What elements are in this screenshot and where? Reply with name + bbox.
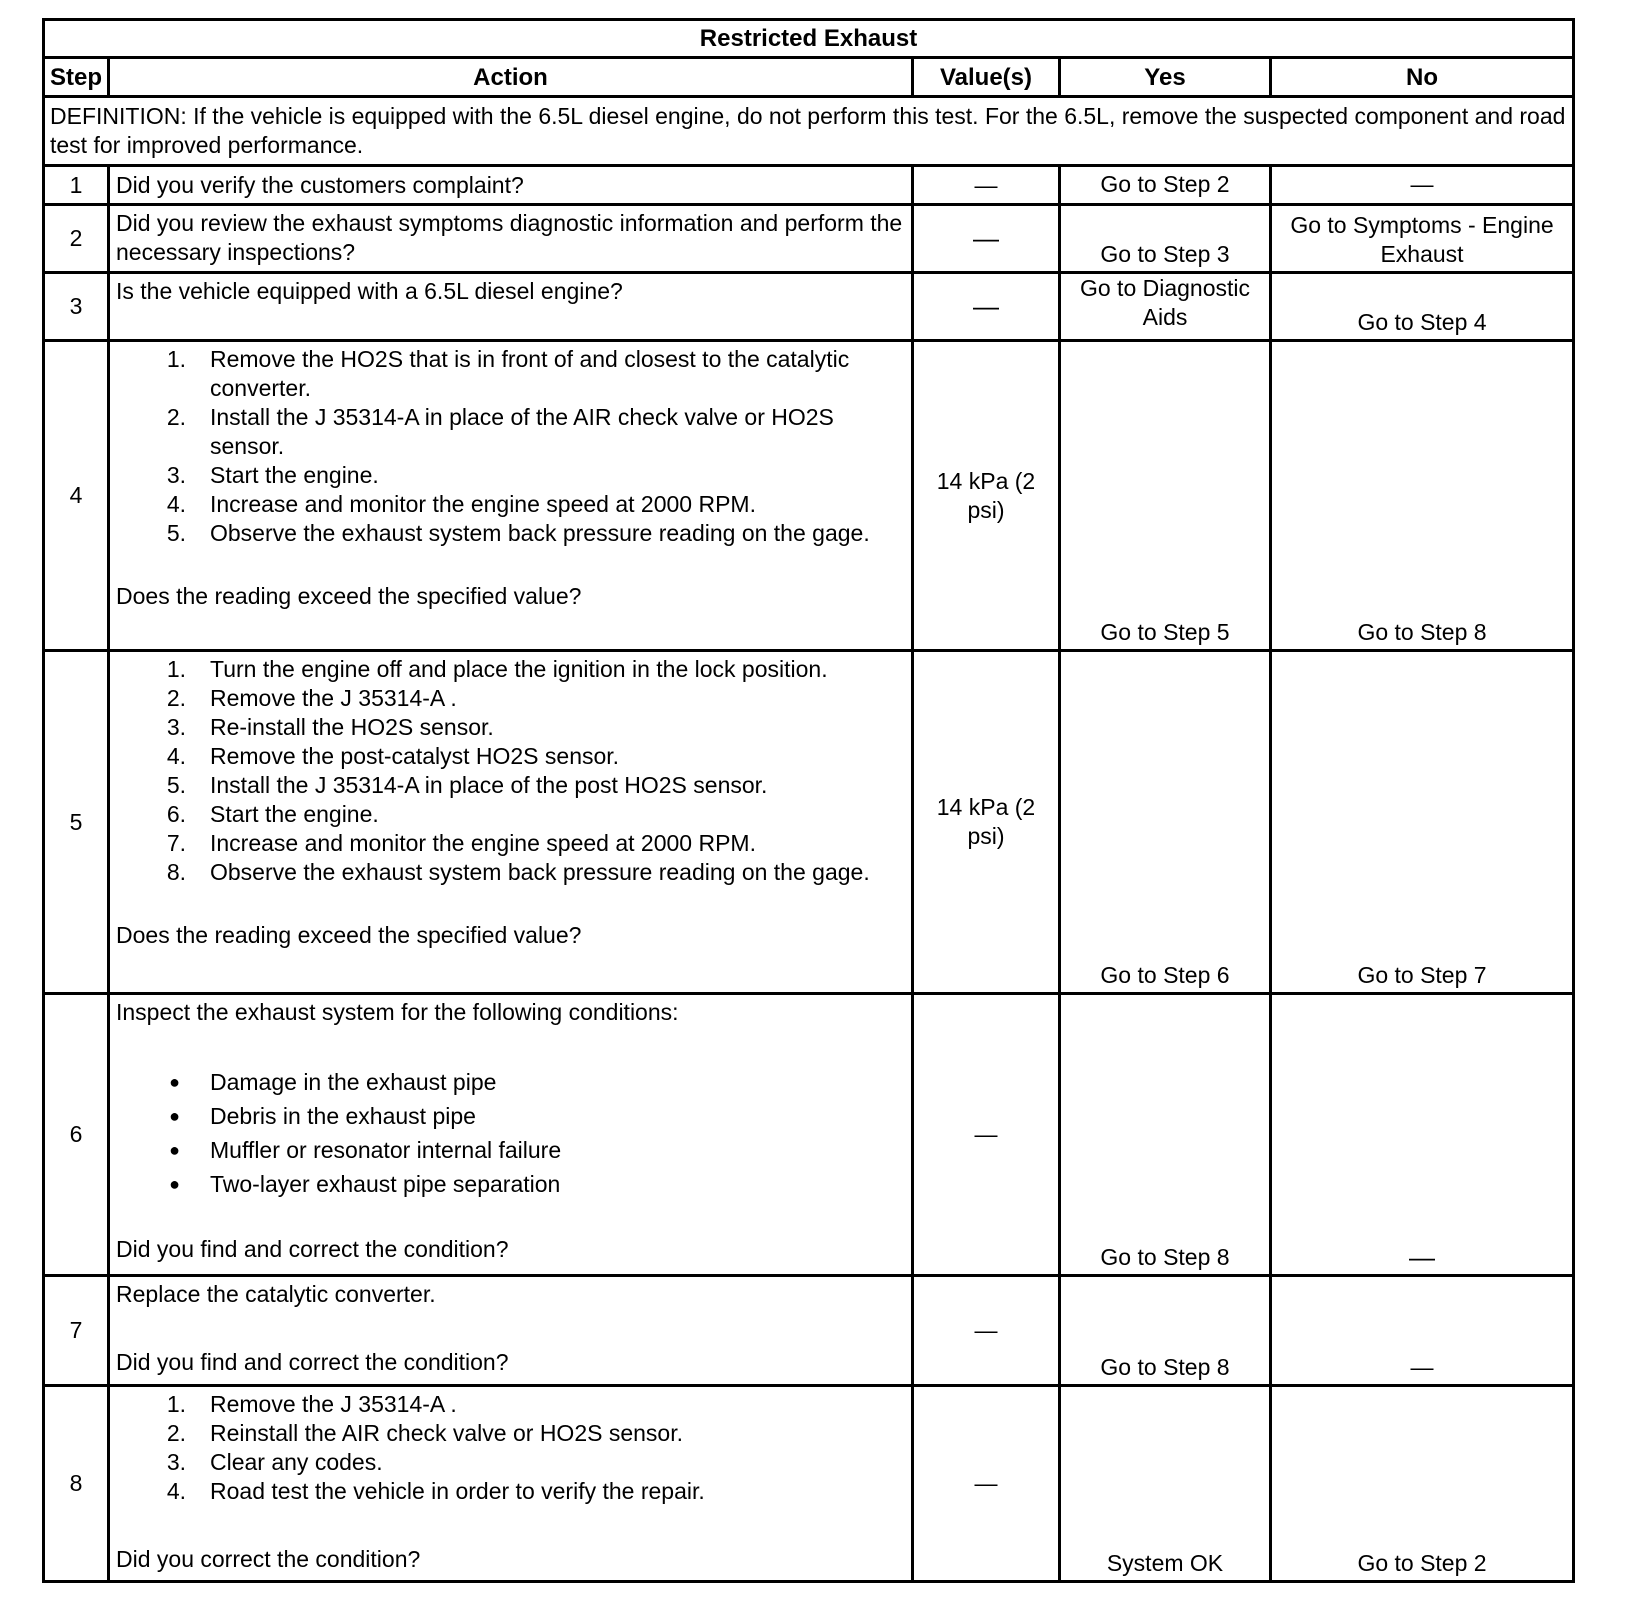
list-item: 3. Re-install the HO2S sensor. [166, 714, 494, 740]
value-cell: — [913, 1276, 1060, 1386]
header-action: Action [109, 58, 913, 97]
list-item: 2. Remove the J 35314-A . [166, 685, 457, 711]
list-item: ● Muffler or resonator internal failure [169, 1137, 562, 1163]
step-number: 8 [44, 1386, 109, 1582]
table-row [44, 994, 1574, 1276]
list-item: 8. Observe the exhaust system back pressure reading on the gage. [166, 859, 870, 885]
action-cell [109, 994, 913, 1276]
no-cell: Go to Step 7 [1271, 651, 1574, 994]
table-row [44, 651, 1574, 994]
intro-text: Inspect the exhaust system for the following conditions: [116, 999, 679, 1025]
yes-cell: System OK [1060, 1386, 1271, 1582]
list-item: 4. Remove the post-catalyst HO2S sensor. [166, 743, 620, 769]
header-step: Step [44, 58, 109, 97]
yes-cell: Go to Diagnostic Aids [1060, 273, 1271, 341]
list-item: 6. Start the engine. [166, 801, 379, 827]
list-item: ● Debris in the exhaust pipe [169, 1103, 476, 1129]
list-item: 5. Install the J 35314-A in place of the post HO2S sensor. [166, 772, 768, 798]
list-item: 4. Increase and monitor the engine speed at 2000 RPM. [166, 491, 756, 517]
yes-cell: Go to Step 2 [1060, 166, 1271, 205]
condition-list [116, 1065, 905, 1201]
list-item: ● Two-layer exhaust pipe separation [169, 1171, 561, 1197]
value-cell: — [913, 273, 1060, 341]
question-text: Did you find and correct the condition? [116, 1349, 509, 1375]
step-number: 5 [44, 651, 109, 994]
list-item: 1. Remove the J 35314-A . [166, 1391, 457, 1417]
step-number: 7 [44, 1276, 109, 1386]
question-text: Did you correct the condition? [116, 1546, 421, 1572]
action-cell [109, 651, 913, 994]
table-row [44, 205, 1574, 273]
no-cell: Go to Step 4 [1271, 273, 1574, 341]
no-cell: — [1271, 994, 1574, 1276]
yes-cell: Go to Step 6 [1060, 651, 1271, 994]
list-item: 3. Clear any codes. [166, 1449, 383, 1475]
table-row [44, 166, 1574, 205]
header-values: Value(s) [913, 58, 1060, 97]
yes-cell: Go to Step 8 [1060, 994, 1271, 1276]
list-item: 5. Observe the exhaust system back pressure reading on the gage. [166, 520, 870, 546]
table-row [44, 341, 1574, 651]
question-text: Does the reading exceed the specified value? [116, 922, 582, 948]
instruction-list [116, 345, 905, 548]
list-item: ● Damage in the exhaust pipe [169, 1069, 497, 1095]
list-item: 2. Install the J 35314-A in place of the AIR check valve or HO2S sensor. [166, 404, 834, 459]
no-cell: Go to Step 2 [1271, 1386, 1574, 1582]
definition-text: DEFINITION: If the vehicle is equipped with the 6.5L diesel engine, do not perform this test. For the 6.5L, remove the suspected component and road test for improved performance. [44, 97, 1574, 166]
instruction-list [116, 655, 905, 887]
step-number: 4 [44, 341, 109, 651]
action-text: Did you verify the customers complaint? [109, 166, 913, 205]
header-yes: Yes [1060, 58, 1271, 97]
yes-cell: Go to Step 3 [1060, 205, 1271, 273]
yes-cell: Go to Step 8 [1060, 1276, 1271, 1386]
action-text: Did you review the exhaust symptoms diagnostic information and perform the necessary inspections? [109, 205, 913, 273]
value-cell: — [913, 994, 1060, 1276]
step-number: 3 [44, 273, 109, 341]
list-item: 7. Increase and monitor the engine speed at 2000 RPM. [166, 830, 756, 856]
table-row [44, 273, 1574, 341]
value-cell: — [913, 166, 1060, 205]
no-cell: Go to Symptoms - Engine Exhaust [1271, 205, 1574, 273]
action-cell [109, 1386, 913, 1582]
instruction-list [116, 1390, 905, 1506]
list-item: 3. Start the engine. [166, 462, 379, 488]
value-cell: 14 kPa (2 psi) [913, 341, 1060, 651]
value-cell: — [913, 1386, 1060, 1582]
action-text: Is the vehicle equipped with a 6.5L diesel engine? [109, 273, 913, 341]
question-text: Did you find and correct the condition? [116, 1236, 509, 1262]
step-number: 2 [44, 205, 109, 273]
diagnostic-table [42, 18, 1575, 1583]
yes-cell: Go to Step 5 [1060, 341, 1271, 651]
table-title: Restricted Exhaust [44, 20, 1574, 58]
list-item: 1. Turn the engine off and place the ignition in the lock position. [166, 656, 828, 682]
value-cell: 14 kPa (2 psi) [913, 651, 1060, 994]
list-item: 4. Road test the vehicle in order to verify the repair. [166, 1478, 705, 1504]
step-number: 1 [44, 166, 109, 205]
header-no: No [1271, 58, 1574, 97]
action-cell [109, 341, 913, 651]
list-item: 2. Reinstall the AIR check valve or HO2S sensor. [166, 1420, 683, 1446]
table-row [44, 1386, 1574, 1582]
list-item: 1. Remove the HO2S that is in front of and closest to the catalytic converter. [166, 346, 850, 401]
no-cell: — [1271, 166, 1574, 205]
intro-text: Replace the catalytic converter. [116, 1281, 436, 1307]
step-number: 6 [44, 994, 109, 1276]
question-text: Does the reading exceed the specified value? [116, 583, 582, 609]
value-cell: — [913, 205, 1060, 273]
no-cell: Go to Step 8 [1271, 341, 1574, 651]
no-cell: — [1271, 1276, 1574, 1386]
table-row [44, 1276, 1574, 1386]
action-cell [109, 1276, 913, 1386]
